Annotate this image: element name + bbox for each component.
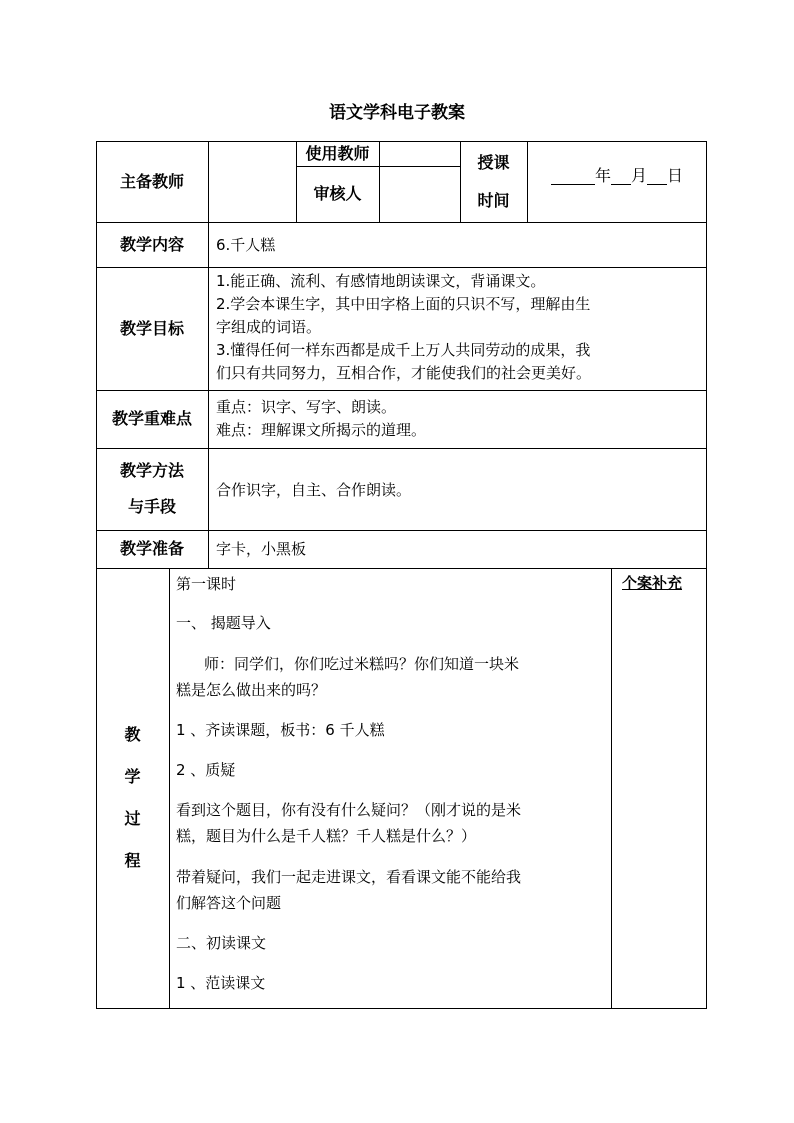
process-label-char: 学	[124, 767, 141, 786]
goal-line: 3.懂得任何一样东西都是成千上万人共同劳动的成果，我	[216, 341, 591, 359]
process-line: 第一课时	[176, 575, 237, 593]
process-line: 一、 揭题导入	[176, 614, 271, 632]
process-label-char: 教	[124, 725, 141, 744]
process-label-char: 过	[124, 809, 141, 828]
method-value: 合作识字，自主、合作朗读。	[216, 481, 412, 499]
key-points-label: 教学重难点	[111, 409, 192, 428]
method-label-line2: 与手段	[127, 497, 176, 516]
page-title: 语文学科电子教案	[329, 103, 465, 123]
column-divider	[611, 568, 612, 1009]
goal-line: 2.学会本课生字，其中田字格上面的只识不写，理解由生	[216, 295, 591, 313]
process-content	[176, 0, 606, 1009]
process-line: 看到这个题目，你有没有什么疑问？（刚才说的是米	[176, 801, 522, 819]
date-month: 月	[630, 166, 647, 185]
goals-label: 教学目标	[119, 318, 184, 338]
preparation-value: 字卡，小黑板	[216, 540, 307, 558]
preparation-label: 教学准备	[119, 539, 184, 558]
reviewer-label: 审核人	[313, 184, 362, 203]
teaching-time-label-line2: 时间	[477, 190, 510, 210]
process-line: 带着疑问，我们一起走进课文，看看课文能不能给我	[176, 868, 522, 886]
supplement-label: 个案补充	[622, 574, 683, 592]
day-blank	[647, 168, 667, 185]
main-teacher-label: 主备教师	[119, 171, 184, 191]
month-blank	[611, 168, 631, 185]
process-label	[96, 568, 169, 1009]
process-line: 师：同学们，你们吃过米糕吗？你们知道一块米	[204, 655, 520, 673]
using-teacher-label: 使用教师	[305, 143, 370, 163]
key-point-line: 重点：识字、写字、朗读。	[216, 398, 397, 416]
key-point-line: 难点：理解课文所揭示的道理。	[216, 421, 427, 439]
process-label-char: 程	[124, 851, 141, 870]
process-line: 1 、范读课文	[176, 974, 266, 992]
date-day: 日	[667, 166, 684, 185]
process-line: 1 、齐读课题，板书：6 千人糕	[176, 721, 385, 739]
content-label: 教学内容	[119, 234, 184, 254]
goal-line: 们只有共同努力，互相合作，才能使我们的社会更美好。	[216, 364, 592, 382]
process-line: 糕，题目为什么是千人糕？千人糕是什么？）	[176, 827, 477, 845]
process-line: 糕是怎么做出来的吗？	[176, 681, 327, 699]
method-label-line1: 教学方法	[119, 461, 184, 480]
date-year: 年	[594, 166, 611, 185]
teaching-time-label-line1: 授课	[477, 152, 510, 172]
process-line: 们解答这个问题	[176, 894, 282, 912]
process-line: 二、初读课文	[176, 934, 267, 952]
content-value: 6.千人糕	[216, 236, 276, 254]
column-divider	[169, 568, 170, 1009]
process-line: 2 、质疑	[176, 761, 236, 779]
goal-line: 字组成的词语。	[216, 318, 322, 336]
goal-line: 1.能正确、流利、有感情地朗读课文，背诵课文。	[216, 272, 546, 290]
